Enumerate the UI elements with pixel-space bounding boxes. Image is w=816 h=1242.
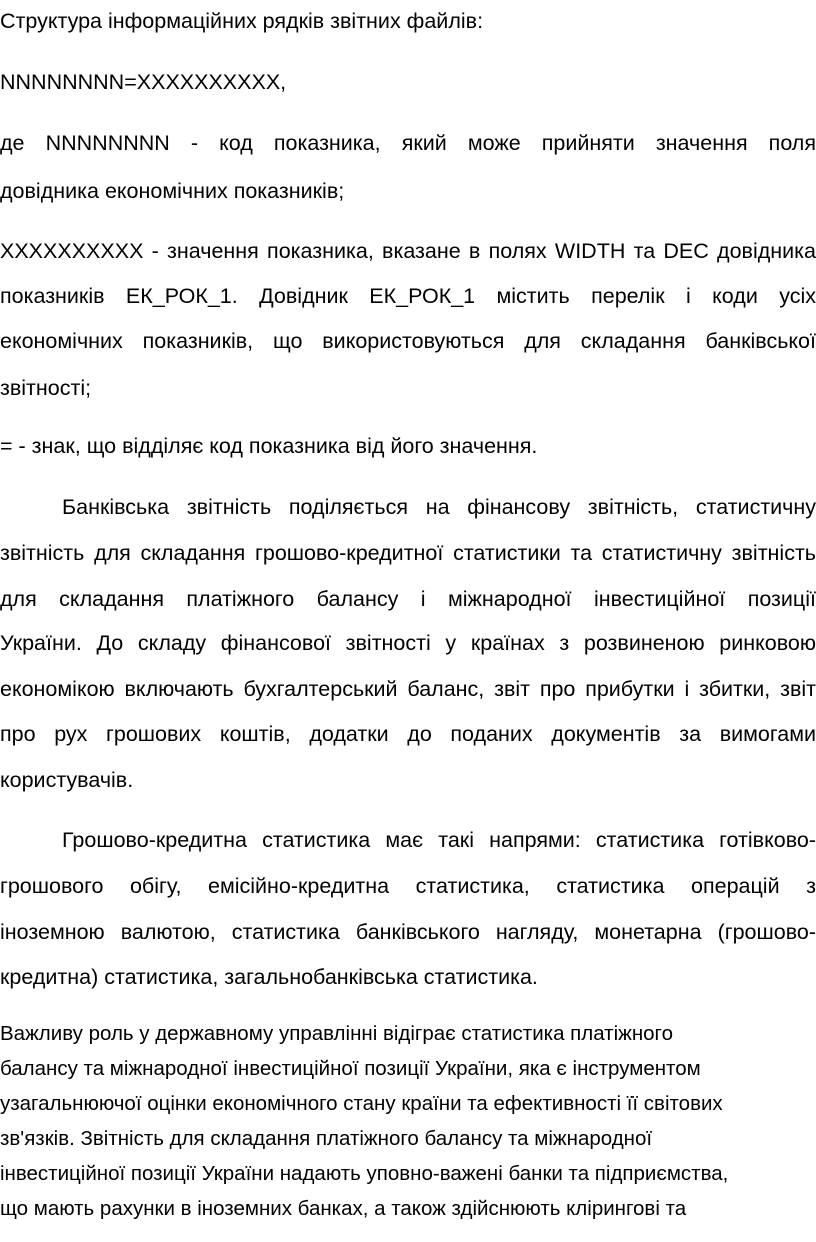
section-heading: Структура інформаційних рядків звітних файлів: — [0, 9, 484, 33]
paragraph-line: звітність для складання грошово-кредитної статистики та статистичну звітність — [0, 541, 816, 565]
definition-line: звітності; — [0, 376, 92, 400]
definition-line: XXXXXXXXXX - значення показника, вказане в полях WIDTH та DEC довідника — [0, 239, 816, 263]
paragraph-line: України. До складу фінансової звітності у країнах з розвиненою ринковою — [0, 631, 816, 655]
paragraph-line: про рух грошових коштів, додатки до поданих документів за вимогами — [0, 722, 816, 746]
paragraph-line: кредитна) статистика, загальнобанківська статистика. — [0, 965, 538, 989]
paragraph-line: іноземною валютою, статистика банківського нагляду, монетарна (грошово- — [0, 920, 816, 944]
definition-line: де NNNNNNNN - код показника, який може прийняти значення поля — [0, 131, 816, 155]
paragraph-line: Грошово-кредитна статистика має такі напрями: статистика готівково- — [62, 828, 816, 852]
paragraph-line: грошового обігу, емісійно-кредитна статистика, статистика операцій з — [0, 874, 816, 898]
definition-line: показників ЕК_РОК_1. Довідник ЕК_РОК_1 містить перелік і коди усіх — [0, 284, 816, 308]
definition-line: довідника економічних показників; — [0, 179, 345, 203]
paragraph-line: зв'язків. Звітність для складання платіжного балансу та міжнародної — [0, 1127, 653, 1150]
paragraph-line: Банківська звітність поділяється на фінансову звітність, статистичну — [62, 495, 816, 519]
paragraph-line: узагальнюючої оцінки економічного стану країни та ефективності її світових — [0, 1092, 723, 1115]
paragraph-line: балансу та міжнародної інвестиційної позиції України, яка є інструментом — [0, 1057, 701, 1080]
definition-line: економічних показників, що використовуються для складання банківської — [0, 329, 816, 353]
paragraph-line: користувачів. — [0, 768, 134, 792]
paragraph-line: що мають рахунки в іноземних банках, а також здійснюють клірингові та — [0, 1197, 687, 1220]
paragraph-line: Важливу роль у державному управлінні відіграє статистика платіжного — [0, 1022, 673, 1045]
definition-line: = - знак, що відділяє код показника від його значення. — [0, 434, 538, 458]
format-line: NNNNNNNN=XXXXXXXXXX, — [0, 70, 287, 94]
paragraph-line: для складання платіжного балансу і міжнародної інвестиційної позиції — [0, 587, 816, 611]
paragraph-line: інвестиційної позиції України надають уповно-важені банки та підприємства, — [0, 1162, 729, 1185]
paragraph-line: економікою включають бухгалтерський баланс, звіт про прибутки і збитки, звіт — [0, 677, 816, 701]
